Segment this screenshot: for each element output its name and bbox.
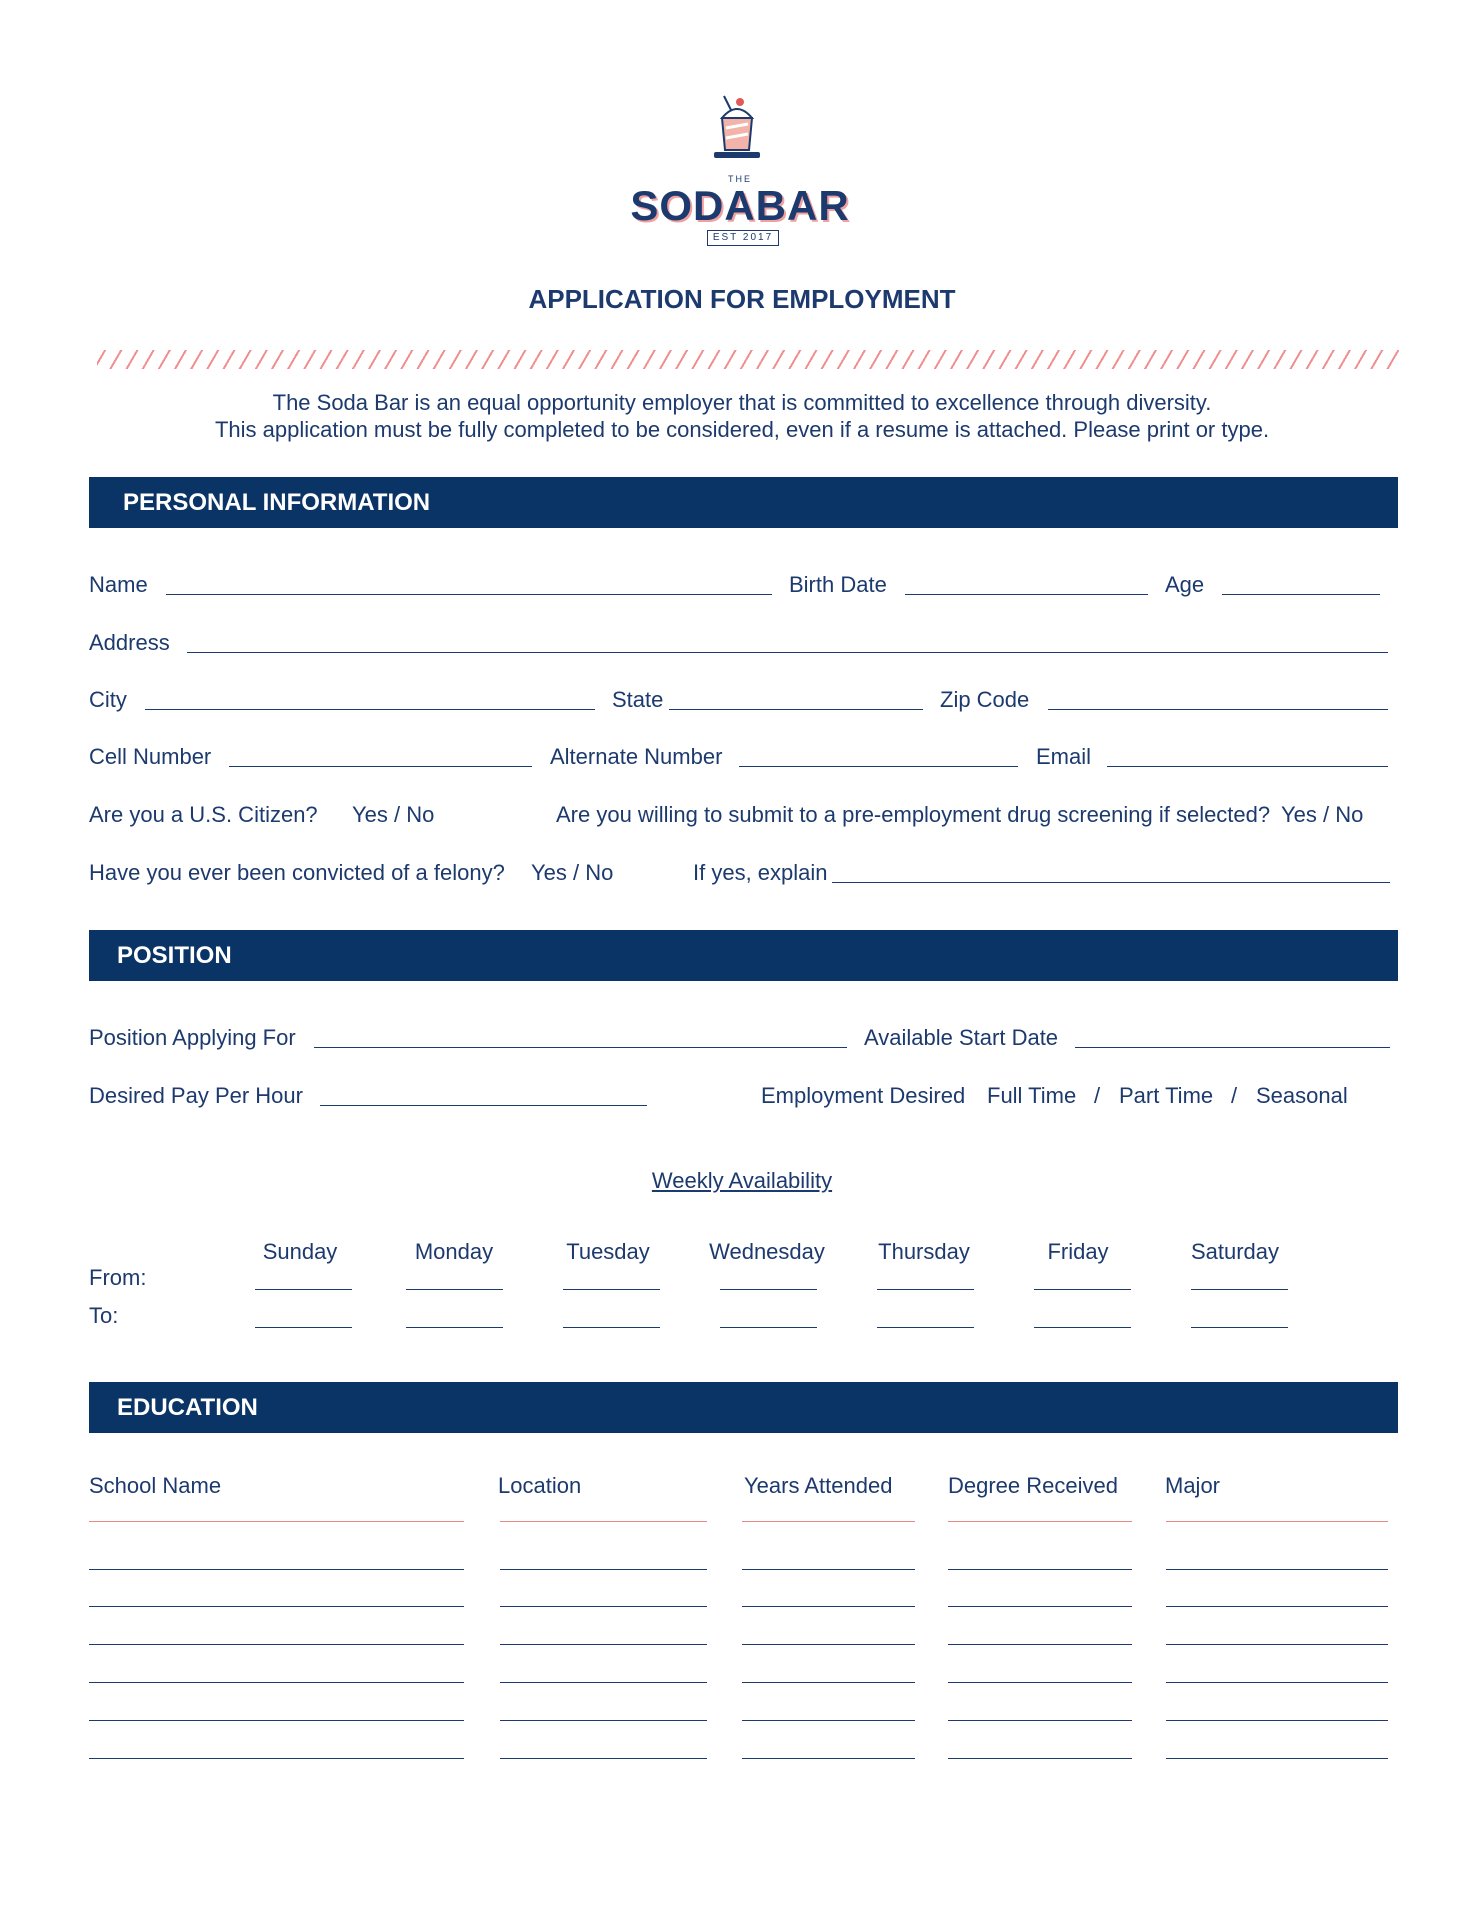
education-entry-field[interactable] <box>948 1644 1132 1645</box>
separator: / <box>1094 1083 1101 1108</box>
address-field[interactable] <box>187 652 1388 653</box>
education-entry-field[interactable] <box>742 1569 915 1570</box>
education-entry-field[interactable] <box>1166 1606 1388 1607</box>
education-entry-field[interactable] <box>742 1644 915 1645</box>
section-title-education: EDUCATION <box>117 1394 258 1421</box>
day-label-monday: Monday <box>414 1239 494 1264</box>
section-title-personal: PERSONAL INFORMATION <box>123 489 431 516</box>
education-entry-field[interactable] <box>742 1720 915 1721</box>
education-header-rule <box>1166 1521 1388 1522</box>
thursday-from-field[interactable] <box>877 1289 974 1290</box>
cell-number-label: Cell Number <box>89 744 212 769</box>
education-header-rule <box>948 1521 1132 1522</box>
explain-label: If yes, explain <box>693 860 828 885</box>
section-header-personal <box>89 477 1398 528</box>
saturday-from-field[interactable] <box>1191 1289 1288 1290</box>
section-header-position <box>89 930 1398 981</box>
education-entry-field[interactable] <box>948 1606 1132 1607</box>
name-field[interactable] <box>166 594 772 595</box>
education-entry-field[interactable] <box>500 1720 707 1721</box>
weekly-availability-title: Weekly Availability <box>651 1168 833 1193</box>
seasonal-option[interactable]: Seasonal <box>1256 1083 1348 1108</box>
citizen-yes-no[interactable]: Yes / No <box>352 802 435 827</box>
desired-pay-label: Desired Pay Per Hour <box>89 1083 303 1108</box>
start-date-field[interactable] <box>1075 1047 1390 1048</box>
tuesday-to-field[interactable] <box>563 1327 660 1328</box>
education-entry-field[interactable] <box>742 1682 915 1683</box>
education-entry-field[interactable] <box>500 1606 707 1607</box>
education-entry-field[interactable] <box>948 1682 1132 1683</box>
education-entry-field[interactable] <box>500 1758 707 1759</box>
zip-code-label: Zip Code <box>940 687 1030 712</box>
email-field[interactable] <box>1107 766 1388 767</box>
soda-glass-icon <box>708 94 766 164</box>
friday-to-field[interactable] <box>1034 1327 1131 1328</box>
education-entry-field[interactable] <box>948 1569 1132 1570</box>
day-label-wednesday: Wednesday <box>709 1239 825 1264</box>
state-field[interactable] <box>669 709 923 710</box>
from-label: From: <box>89 1265 147 1290</box>
birth-date-field[interactable] <box>905 594 1148 595</box>
drug-screening-yes-no[interactable]: Yes / No <box>1281 802 1364 827</box>
col-header-degree-received: Degree Received <box>948 1473 1118 1498</box>
section-header-education <box>89 1382 1398 1433</box>
education-header-rule <box>500 1521 707 1522</box>
alternate-number-field[interactable] <box>739 766 1018 767</box>
city-label: City <box>89 687 127 712</box>
logo-est: EST 2017 <box>707 230 779 246</box>
col-header-location: Location <box>498 1473 582 1498</box>
logo-name: SODABAR <box>630 182 850 229</box>
education-entry-field[interactable] <box>1166 1758 1388 1759</box>
logo <box>620 90 860 250</box>
education-header-rule <box>89 1521 464 1522</box>
cell-number-field[interactable] <box>229 766 532 767</box>
thursday-to-field[interactable] <box>877 1327 974 1328</box>
full-time-option[interactable]: Full Time <box>987 1083 1077 1108</box>
drug-screening-question: Are you willing to submit to a pre-employment drug screening if selected? <box>556 802 1271 827</box>
intro-line-1: The Soda Bar is an equal opportunity employer that is committed to excellence through diversity. <box>272 390 1212 415</box>
col-header-major: Major <box>1165 1473 1221 1498</box>
education-entry-field[interactable] <box>89 1758 464 1759</box>
education-entry-field[interactable] <box>500 1569 707 1570</box>
logo-the: THE <box>728 174 752 184</box>
desired-pay-field[interactable] <box>320 1105 647 1106</box>
education-entry-field[interactable] <box>89 1569 464 1570</box>
to-label: To: <box>89 1303 119 1328</box>
felony-question: Have you ever been convicted of a felony? <box>89 860 505 885</box>
education-entry-field[interactable] <box>89 1606 464 1607</box>
citizen-question: Are you a U.S. Citizen? <box>89 802 318 827</box>
tuesday-from-field[interactable] <box>563 1289 660 1290</box>
education-entry-field[interactable] <box>89 1644 464 1645</box>
employment-desired-label: Employment Desired <box>761 1083 966 1108</box>
age-field[interactable] <box>1222 594 1380 595</box>
felony-yes-no[interactable]: Yes / No <box>531 860 614 885</box>
day-label-friday: Friday <box>1047 1239 1109 1264</box>
education-entry-field[interactable] <box>742 1606 915 1607</box>
sunday-from-field[interactable] <box>255 1289 352 1290</box>
separator: / <box>1231 1083 1238 1108</box>
zip-code-field[interactable] <box>1048 709 1388 710</box>
start-date-label: Available Start Date <box>864 1025 1059 1050</box>
alternate-number-label: Alternate Number <box>550 744 723 769</box>
city-field[interactable] <box>145 709 595 710</box>
explain-field[interactable] <box>832 882 1390 883</box>
monday-to-field[interactable] <box>406 1327 503 1328</box>
sunday-to-field[interactable] <box>255 1327 352 1328</box>
education-entry-field[interactable] <box>742 1758 915 1759</box>
saturday-to-field[interactable] <box>1191 1327 1288 1328</box>
day-label-thursday: Thursday <box>878 1239 970 1264</box>
address-label: Address <box>89 630 170 655</box>
education-entry-field[interactable] <box>1166 1644 1388 1645</box>
intro-line-2: This application must be fully completed to be considered, even if a resume is attached. Please print or type. <box>214 417 1270 442</box>
education-entry-field[interactable] <box>948 1758 1132 1759</box>
email-label: Email <box>1036 744 1092 769</box>
education-header-rule <box>742 1521 915 1522</box>
education-entry-field[interactable] <box>948 1720 1132 1721</box>
education-entry-field[interactable] <box>1166 1569 1388 1570</box>
position-applying-field[interactable] <box>314 1047 847 1048</box>
friday-from-field[interactable] <box>1034 1289 1131 1290</box>
education-entry-field[interactable] <box>1166 1682 1388 1683</box>
col-header-years-attended: Years Attended <box>744 1473 893 1498</box>
education-entry-field[interactable] <box>1166 1720 1388 1721</box>
education-entry-field[interactable] <box>89 1682 464 1683</box>
state-label: State <box>612 687 664 712</box>
col-header-school-name: School Name <box>89 1473 222 1498</box>
education-entry-field[interactable] <box>500 1644 707 1645</box>
name-label: Name <box>89 572 148 597</box>
monday-from-field[interactable] <box>406 1289 503 1290</box>
section-title-position: POSITION <box>117 942 232 969</box>
education-entry-field[interactable] <box>89 1720 464 1721</box>
education-entry-field[interactable] <box>500 1682 707 1683</box>
position-applying-label: Position Applying For <box>89 1025 296 1050</box>
day-label-saturday: Saturday <box>1190 1239 1280 1264</box>
day-label-tuesday: Tuesday <box>566 1239 650 1264</box>
part-time-option[interactable]: Part Time <box>1119 1083 1214 1108</box>
birth-date-label: Birth Date <box>789 572 887 597</box>
page-title: APPLICATION FOR EMPLOYMENT <box>528 284 956 314</box>
wednesday-to-field[interactable] <box>720 1327 817 1328</box>
day-label-sunday: Sunday <box>262 1239 338 1264</box>
stripe-divider <box>97 350 1399 369</box>
age-label: Age <box>1165 572 1205 597</box>
wednesday-from-field[interactable] <box>720 1289 817 1290</box>
